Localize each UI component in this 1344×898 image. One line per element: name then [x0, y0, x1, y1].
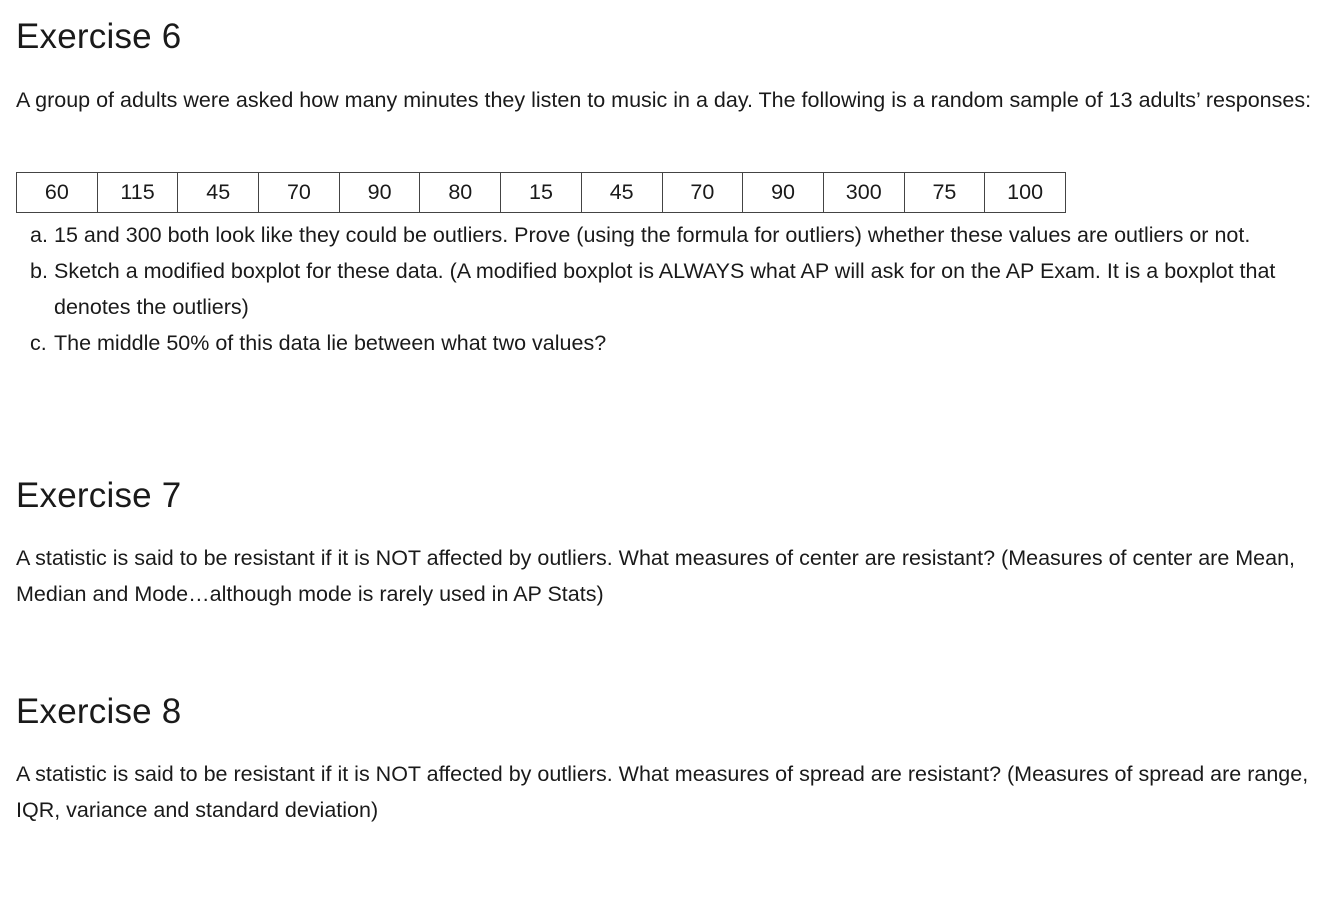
- exercise-7-prompt: A statistic is said to be resistant if it is NOT affected by outliers. What measures of center are resistant? (Measures of center are Mean, Median and Mode…although mode is rarely used in AP Stats): [16, 546, 1296, 606]
- question-marker: b.: [30, 259, 48, 283]
- exercise-6-questions: [30, 217, 1324, 361]
- table-cell: 90: [743, 173, 824, 213]
- exercise-7-title: Exercise 7: [16, 476, 182, 515]
- table-cell: 60: [17, 173, 98, 213]
- exercise-8-prompt: A statistic is said to be resistant if it is NOT affected by outliers. What measures of spread are resistant? (Measures of spread are range, IQR, variance and standard deviation): [16, 762, 1309, 822]
- question-a: [30, 217, 1324, 253]
- table-cell: 15: [501, 173, 582, 213]
- question-text: The middle 50% of this data lie between what two values?: [54, 331, 607, 355]
- question-text: Sketch a modified boxplot for these data. (A modified boxplot is ALWAYS what AP will ask for on the AP Exam. It is a boxplot that denotes the outliers): [54, 259, 1276, 319]
- question-c: [30, 325, 1324, 361]
- question-marker: a.: [30, 223, 48, 247]
- responses-table: [16, 172, 1066, 213]
- table-cell: 45: [178, 173, 259, 213]
- table-row: [17, 173, 1066, 213]
- table-cell: 45: [581, 173, 662, 213]
- question-text: 15 and 300 both look like they could be outliers. Prove (using the formula for outliers) whether these values are outliers or not.: [54, 223, 1251, 247]
- table-cell: 90: [339, 173, 420, 213]
- exercise-6-prompt: A group of adults were asked how many minutes they listen to music in a day. The following is a random sample of 13 adults’ responses:: [16, 88, 1312, 112]
- table-cell: 100: [985, 173, 1066, 213]
- exercise-6-title: Exercise 6: [16, 17, 182, 56]
- table-cell: 80: [420, 173, 501, 213]
- exercise-8-title: Exercise 8: [16, 692, 182, 731]
- question-b: [30, 253, 1324, 325]
- table-cell: 70: [662, 173, 743, 213]
- table-cell: 300: [823, 173, 904, 213]
- table-cell: 115: [97, 173, 178, 213]
- question-marker: c.: [30, 331, 47, 355]
- table-cell: 70: [259, 173, 340, 213]
- table-cell: 75: [904, 173, 985, 213]
